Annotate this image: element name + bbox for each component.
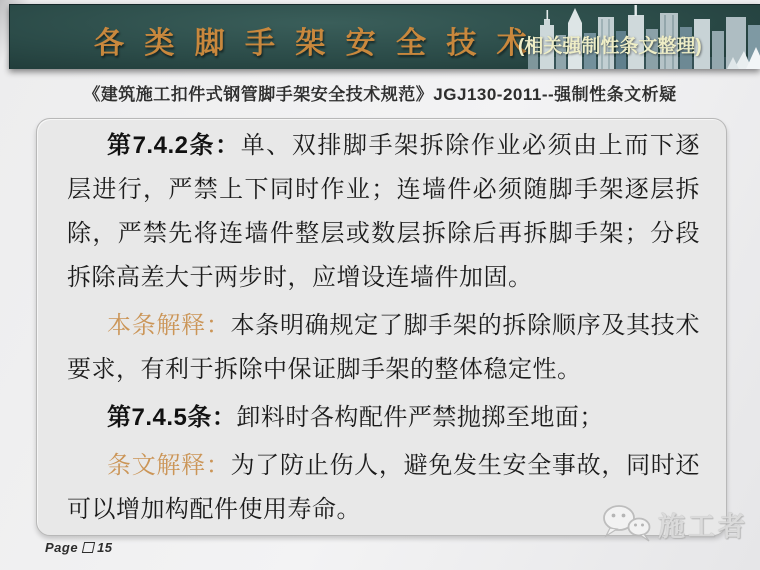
clause-paragraph (67, 124, 700, 300)
clause-paragraph (67, 396, 700, 440)
wechat-icon (600, 503, 652, 545)
explanation-text: 本条明确规定了脚手架的拆除顺序及其技术要求，有利于拆除中保证脚手架的整体稳定性。 (67, 312, 701, 383)
clause-text: 单、双排脚手架拆除作业必须由上而下逐层进行，严禁上下同时作业；连墙件必须随脚手架逐层拆除，严禁先将连墙件整层或数层拆除后再拆脚手架；分段拆除高差大于两步时，应增设连墙件加固。 (67, 132, 700, 291)
content-box (36, 118, 727, 536)
clause-text: 卸料时各构配件严禁抛掷至地面； (236, 404, 604, 431)
clause-label: 第7.4.2条： (107, 132, 241, 159)
document-title: 《建筑施工扣件式钢管脚手架安全技术规范》JGJ130-2011--强制性条文析疑 (83, 85, 677, 104)
clause-label: 第7.4.5条： (107, 404, 237, 431)
page-number: 15 (97, 540, 113, 555)
header-subtitle: (相关强制性条文整理) (518, 36, 702, 57)
explanation-text: 为了防止伤人，避免发生安全事故，同时还可以增加构配件使用寿命。 (67, 452, 701, 523)
watermark (600, 503, 748, 545)
header-banner (9, 4, 760, 69)
watermark-text: 施工者 (658, 511, 748, 542)
explanation-paragraph (67, 304, 700, 392)
page-footer (45, 540, 113, 555)
page-label: Page (45, 540, 79, 555)
explanation-label: 本条解释： (107, 312, 231, 339)
explanation-label: 条文解释： (107, 452, 231, 479)
parallelogram-icon (82, 542, 95, 553)
page-title: 各 类 脚 手 架 安 全 技 术 (94, 27, 533, 60)
